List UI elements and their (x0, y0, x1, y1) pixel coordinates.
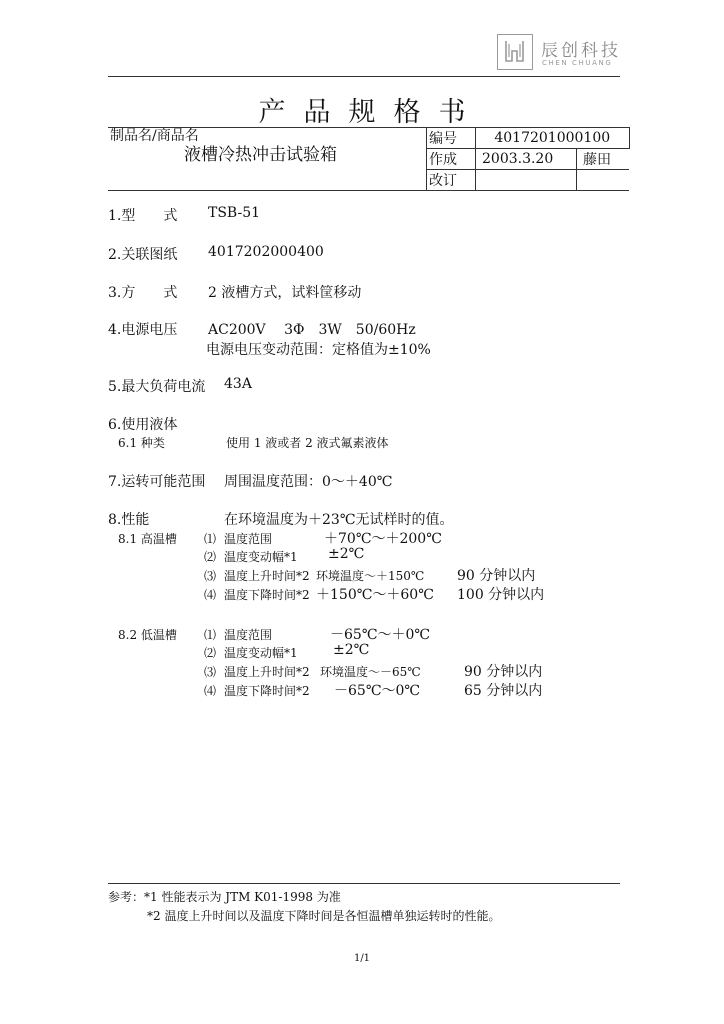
power-label: 4.电源电压 (108, 322, 178, 338)
low-row-1-num: ⑴ (204, 628, 217, 642)
drawing-label: 2.关联图纸 (108, 247, 178, 263)
number-label: 编号 (427, 128, 476, 149)
company-logo-en: CHEN CHUANG (542, 59, 613, 67)
product-name: 液槽冷热冲击试验箱 (184, 145, 337, 165)
page-number: 1/1 (353, 953, 371, 964)
low-row-1-name: 温度范围 (224, 628, 273, 642)
current-label: 5.最大负荷电流 (108, 379, 206, 395)
author-label: 作成 (427, 149, 476, 170)
footer-rule (108, 883, 620, 884)
top-rule (108, 76, 620, 77)
high-row-4-num: ⑷ (204, 588, 217, 602)
low-row-2-num: ⑵ (204, 646, 217, 660)
low-row-4-name: 温度下降时间*2 (224, 684, 310, 698)
high-row-3-name: 温度上升时间*2 (224, 569, 310, 583)
footer-note-1: 参考：*1 性能表示为 JTM K01-1998 为准 (108, 890, 341, 904)
current-value: 43A (224, 376, 252, 392)
power-range: 电源电压变动范围：定格值为±10% (206, 342, 431, 358)
author-name: 藤田 (577, 149, 630, 170)
high-row-4-value: ＋150℃～＋60℃ (316, 587, 434, 603)
revision-label: 改订 (427, 170, 476, 191)
ambient-value: 周围温度范围：0～＋40℃ (224, 474, 393, 490)
high-row-3-num: ⑶ (204, 569, 217, 583)
power-value: AC200V 3Φ 3W 50/60Hz (208, 322, 416, 338)
company-logo-icon (497, 34, 533, 70)
low-row-1-value: －65℃～＋0℃ (330, 627, 431, 643)
company-logo-cn: 辰创科技 (541, 41, 621, 61)
ambient-label: 7.运转可能范围 (108, 474, 206, 490)
high-row-3-time: 90 分钟以内 (457, 568, 536, 584)
author-date: 2003.3.20 (476, 149, 577, 170)
model-label: 1.型 式 (108, 208, 178, 224)
footer-note-2: *2 温度上升时间以及温度下降时间是各恒温槽单独运转时的性能。 (147, 909, 501, 923)
high-row-1-value: ＋70℃～＋200℃ (324, 531, 442, 547)
low-row-3-num: ⑶ (204, 665, 217, 679)
low-temp-label: 8.2 低温槽 (118, 628, 177, 642)
high-temp-label: 8.1 高温槽 (118, 532, 177, 546)
model-value: TSB-51 (208, 205, 261, 221)
liquid-sub-label: 6.1 种类 (118, 436, 165, 450)
high-row-3-value: 环境温度～＋150℃ (316, 569, 425, 583)
low-row-3-time: 90 分钟以内 (464, 664, 543, 680)
revision-value (476, 170, 577, 191)
low-row-3-value: 环境温度～－65℃ (320, 665, 421, 679)
high-row-1-name: 温度范围 (224, 532, 273, 546)
performance-note: 在环境温度为＋23℃无试样时的值。 (224, 512, 454, 528)
high-row-2-value: ±2℃ (328, 546, 365, 562)
performance-label: 8.性能 (108, 512, 150, 528)
low-row-2-value: ±2℃ (333, 642, 370, 658)
low-row-4-value: －65℃～0℃ (334, 683, 421, 699)
document-title: 产品规格书 (258, 97, 484, 128)
low-row-3-name: 温度上升时间*2 (224, 665, 310, 679)
high-row-1-num: ⑴ (204, 532, 217, 546)
number-value: 4017201000100 (476, 128, 630, 149)
product-cell (108, 128, 427, 191)
high-row-2-name: 温度变动幅*1 (224, 550, 298, 564)
liquid-sub-value: 使用 1 液或者 2 液式氟素液体 (226, 436, 389, 450)
product-label: 制品名/商品名 (110, 128, 199, 144)
revision-extra (577, 170, 630, 191)
high-row-2-num: ⑵ (204, 550, 217, 564)
low-row-4-num: ⑷ (204, 684, 217, 698)
drawing-value: 4017202000400 (208, 244, 324, 260)
low-row-4-time: 65 分钟以内 (464, 683, 543, 699)
high-row-4-name: 温度下降时间*2 (224, 588, 310, 602)
header-table (108, 127, 630, 191)
method-label: 3.方 式 (108, 285, 178, 301)
liquid-label: 6.使用液体 (108, 417, 178, 433)
method-value: 2 液槽方式，试料筐移动 (208, 285, 362, 301)
high-row-4-time: 100 分钟以内 (457, 587, 545, 603)
low-row-2-name: 温度变动幅*1 (224, 646, 298, 660)
